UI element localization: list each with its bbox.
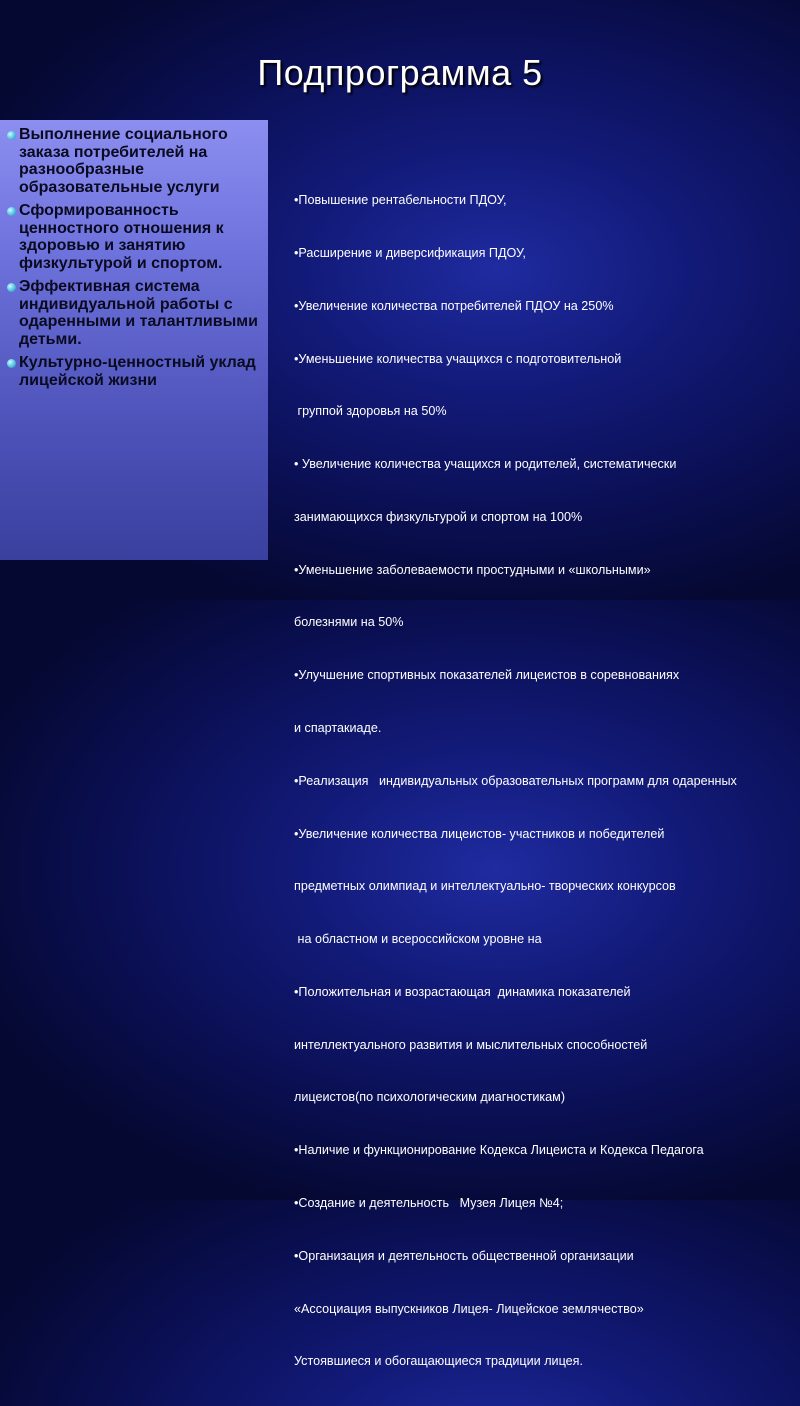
- result-line: •Создание и деятельность Музея Лицея №4;: [294, 1196, 564, 1211]
- circle-bullet-icon: [7, 359, 16, 368]
- result-line: на областном и всероссийском уровне на: [294, 932, 542, 947]
- result-line: интеллектуального развития и мыслительных способностей: [294, 1037, 648, 1052]
- result-line: •Организация и деятельность общественной организации: [294, 1248, 634, 1263]
- result-line: •Расширение и диверсификация ПДОУ,: [294, 245, 526, 260]
- result-line: • Увеличение количества учащихся и родителей, систематически: [294, 457, 677, 472]
- goal-text: Сформированность ценностного отношения к здоровью и занятию физкультурой и спортом.: [19, 202, 224, 272]
- result-line: •Увеличение количества лицеистов- участников и победителей: [294, 826, 665, 841]
- result-line: •Уменьшение заболеваемости простудными и «школьными»: [294, 562, 651, 577]
- result-line: болезнями на 50%: [294, 615, 404, 630]
- result-line: лицеистов(по психологическим диагностикам): [294, 1090, 566, 1105]
- goals-panel: [0, 120, 268, 560]
- goal-item: [7, 278, 262, 348]
- results-list: [294, 157, 794, 1369]
- circle-bullet-icon: [7, 207, 16, 216]
- goal-item: [7, 354, 262, 389]
- circle-bullet-icon: [7, 283, 16, 292]
- result-line: •Положительная и возрастающая динамика показателей: [294, 984, 631, 999]
- result-line: предметных олимпиад и интеллектуально- творческих конкурсов: [294, 879, 676, 894]
- slide-title: Подпрограмма 5: [257, 52, 543, 93]
- goal-item: [7, 126, 262, 196]
- result-line: группой здоровья на 50%: [294, 404, 447, 419]
- goal-item: [7, 202, 262, 272]
- result-line: •Повышение рентабельности ПДОУ,: [294, 193, 507, 208]
- result-line: •Улучшение спортивных показателей лицеистов в соревнованиях: [294, 668, 680, 683]
- result-line: •Увеличение количества потребителей ПДОУ на 250%: [294, 298, 614, 313]
- result-line: •Наличие и функционирование Кодекса Лицеиста и Кодекса Педагога: [294, 1143, 704, 1158]
- result-line: Устоявшиеся и обогащающиеся традиции лицея.: [294, 1354, 583, 1369]
- goal-text: Выполнение социального заказа потребителей на разнообразные образовательные услуги: [19, 126, 228, 196]
- result-line: •Уменьшение количества учащихся с подготовительной: [294, 351, 622, 366]
- goal-text: Эффективная система индивидуальной работы с одаренными и талантливыми детьми.: [19, 278, 258, 348]
- result-line: и спартакиаде.: [294, 721, 382, 735]
- circle-bullet-icon: [7, 131, 16, 140]
- goal-text: Культурно-ценностный уклад лицейской жизни: [19, 354, 256, 389]
- result-line: •Реализация индивидуальных образовательных программ для одаренных: [294, 773, 737, 788]
- result-line: «Ассоциация выпускников Лицея- Лицейское землячество»: [294, 1301, 644, 1316]
- result-line: занимающихся физкультурой и спортом на 100%: [294, 509, 583, 524]
